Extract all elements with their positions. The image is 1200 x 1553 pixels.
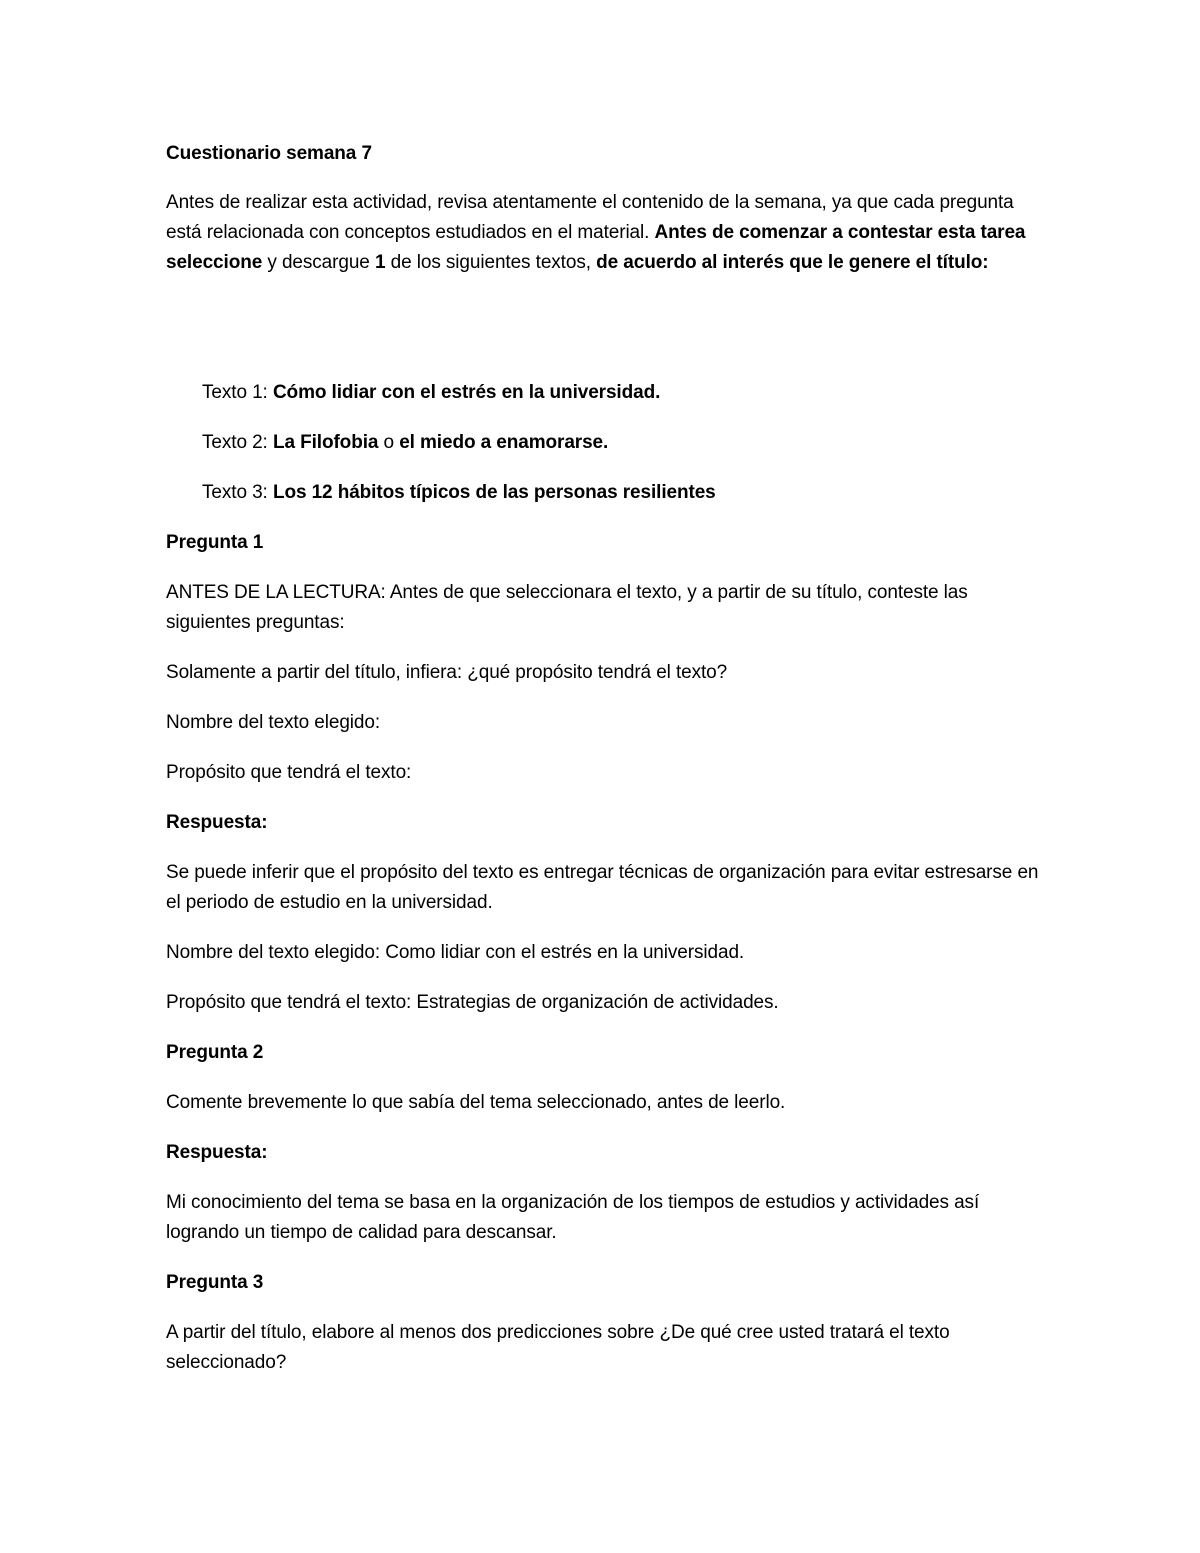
- question-1-purpose-answer: Propósito que tendrá el texto: Estrategias de organización de actividades.: [166, 992, 779, 1013]
- text-option-3: Texto 3: Los 12 hábitos típicos de las personas resilientes: [202, 482, 716, 503]
- question-1-prompt: ANTES DE LA LECTURA: Antes de que seleccionara el texto, y a partir de su título, conteste las siguientes preguntas:: [166, 582, 968, 633]
- question-1-answer: Se puede inferir que el propósito del texto es entregar técnicas de organización para evitar estresarse en el periodo de estudio en la universidad.: [166, 862, 1039, 913]
- question-1-name-label: Nombre del texto elegido:: [166, 712, 381, 733]
- text-option-2: Texto 2: La Filofobia o el miedo a enamorarse.: [202, 432, 609, 453]
- text-option-1: Texto 1: Cómo lidiar con el estrés en la universidad.: [202, 382, 661, 403]
- question-2-prompt: Comente brevemente lo que sabía del tema seleccionado, antes de leerlo.: [166, 1092, 786, 1113]
- question-3-heading: Pregunta 3: [166, 1272, 264, 1293]
- question-1-heading: Pregunta 1: [166, 532, 264, 553]
- question-2-answer-heading: Respuesta:: [166, 1142, 268, 1163]
- question-1-purpose-label: Propósito que tendrá el texto:: [166, 762, 412, 783]
- question-1-answer-heading: Respuesta:: [166, 812, 268, 833]
- question-1-infer: Solamente a partir del título, infiera: ¿qué propósito tendrá el texto?: [166, 662, 728, 683]
- question-3-prompt: A partir del título, elabore al menos dos predicciones sobre ¿De qué cree usted tratará el texto seleccionado?: [166, 1322, 950, 1373]
- question-1-name-answer: Nombre del texto elegido: Como lidiar con el estrés en la universidad.: [166, 942, 745, 963]
- question-2-heading: Pregunta 2: [166, 1042, 264, 1063]
- document-title: Cuestionario semana 7: [166, 143, 372, 164]
- question-2-answer: Mi conocimiento del tema se basa en la organización de los tiempos de estudios y actividades así logrando un tiempo de calidad para descansar.: [166, 1192, 980, 1243]
- intro-paragraph: Antes de realizar esta actividad, revisa atentamente el contenido de la semana, ya que cada pregunta está relacionada con conceptos estudiados en el material. Antes de comenzar a contestar esta tarea seleccione y descargue 1 de los siguientes textos, de acuerdo al interés que le genere el título:: [166, 192, 1026, 273]
